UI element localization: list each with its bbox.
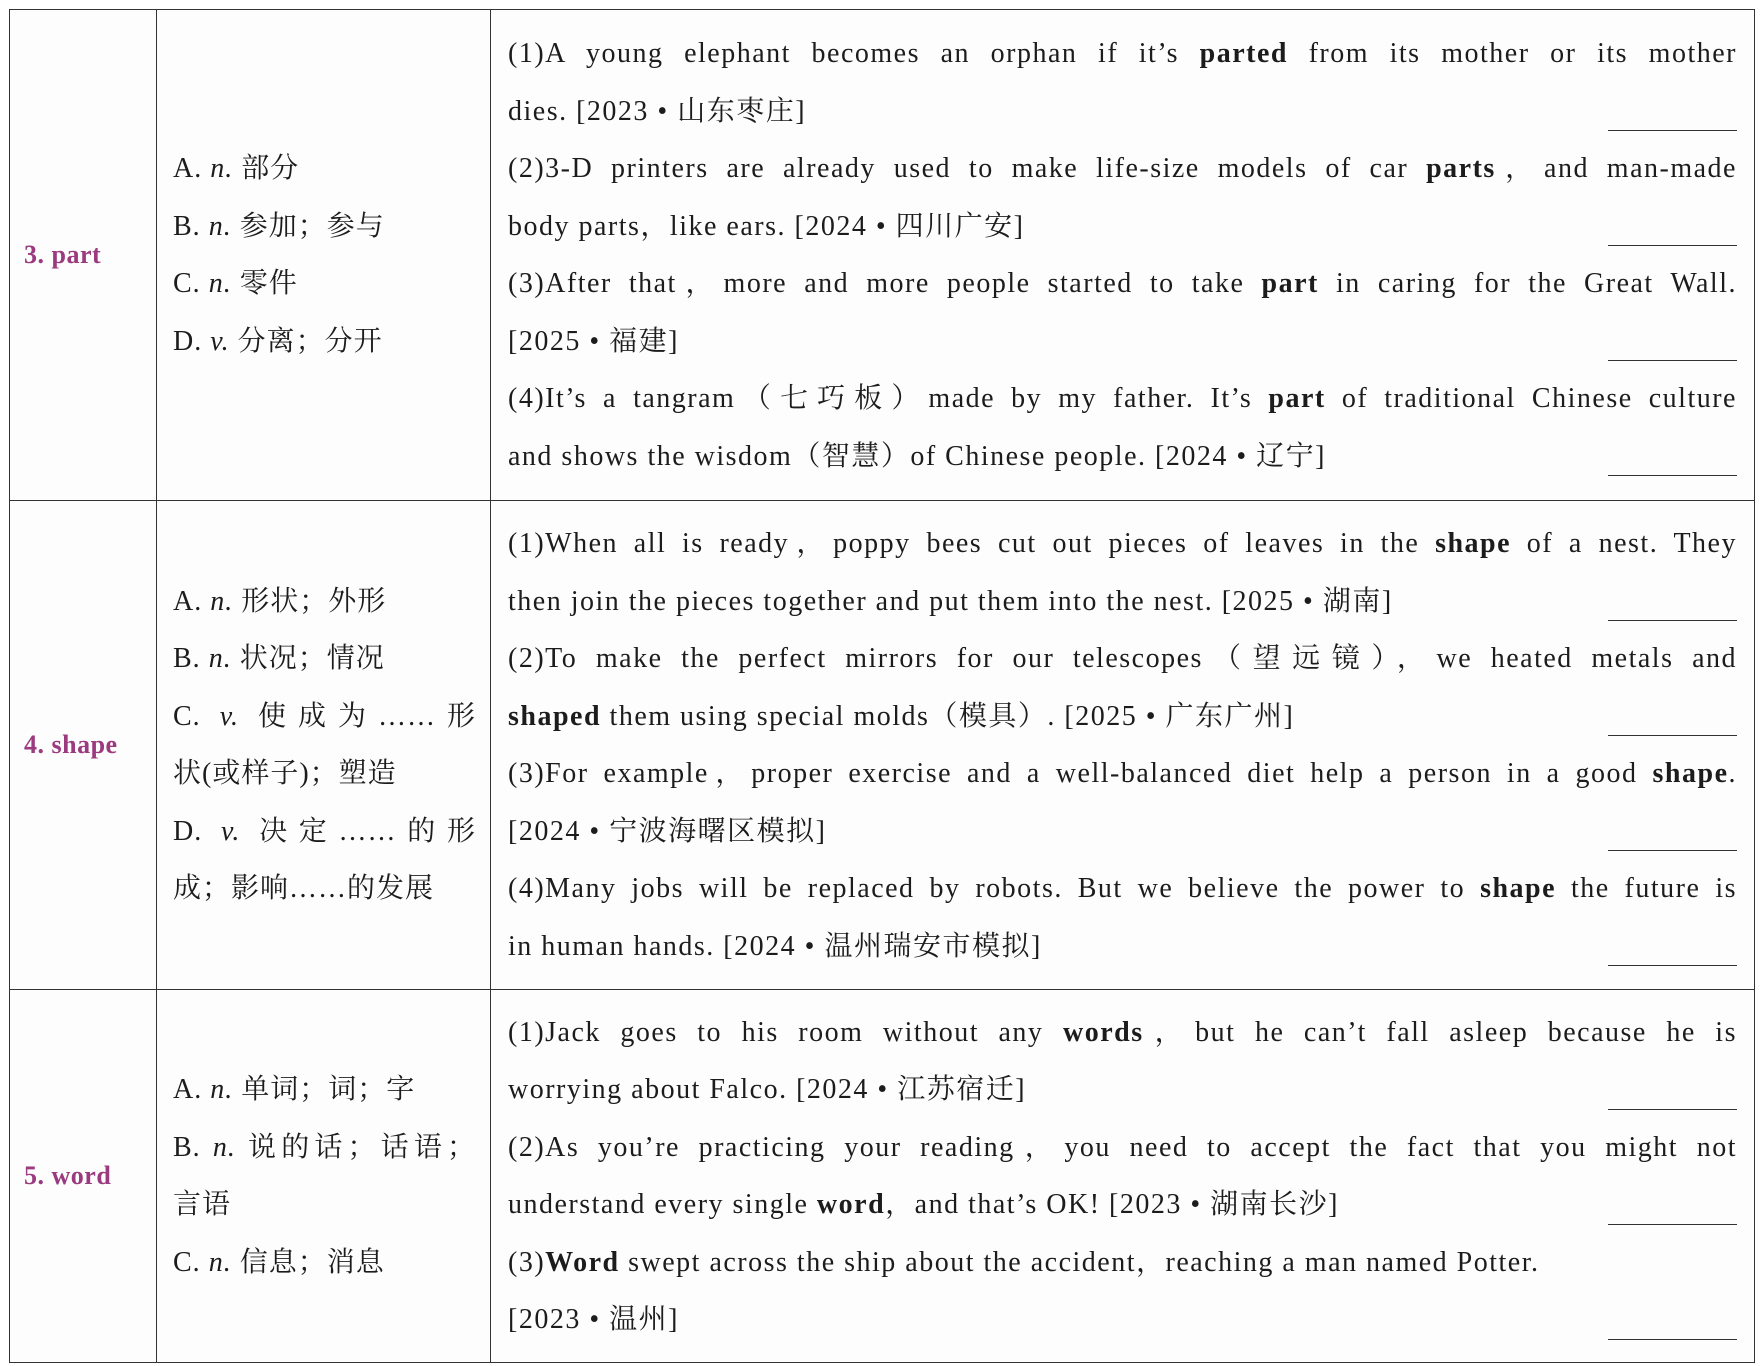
part-of-speech: n.: [208, 643, 232, 674]
example-text: body parts，like ears. [2024 • 四川广安]: [508, 210, 1025, 242]
example-line: [508, 803, 1737, 861]
keyword: shape: [1480, 873, 1557, 904]
meaning-text: 信息；消息: [239, 1246, 385, 1278]
meaning-letter: B.: [173, 1131, 201, 1163]
table-row-part: [10, 10, 1755, 501]
word-label: 4. shape: [24, 730, 118, 759]
example-line: [508, 918, 1737, 976]
example-text: then join the pieces together and put them into the nest. [2025 • 湖南]: [508, 585, 1393, 617]
meaning-line: [173, 198, 476, 256]
example-text: and shows the wisdom（智慧）of Chinese people. [2024 • 辽宁]: [508, 440, 1326, 472]
meaning-text: 状(或样子)；塑造: [173, 758, 397, 789]
example-line: [508, 140, 1737, 198]
meaning-text: 使成为……形: [258, 700, 477, 732]
example-text: (1)Jack goes to his room without any: [508, 1016, 1063, 1048]
example-line: [508, 860, 1737, 918]
answer-blank: [1608, 1109, 1737, 1110]
answer-blank: [1608, 1339, 1737, 1340]
answer-blank: [1608, 130, 1737, 131]
example-text: in human hands. [2024 • 温州瑞安市模拟]: [508, 930, 1042, 962]
example-sentence: [508, 25, 1737, 140]
example-text: of a nest. They: [1511, 528, 1737, 559]
part-of-speech: n.: [210, 153, 234, 184]
keyword: word: [816, 1189, 886, 1220]
meaning-line: [173, 1234, 476, 1292]
meaning-line: [173, 255, 476, 313]
example-line: [508, 515, 1737, 573]
part-of-speech: n.: [210, 585, 234, 617]
part-of-speech: n.: [212, 1131, 236, 1163]
example-text: [2024 • 宁波海曙区模拟]: [508, 815, 827, 847]
example-text: the future is: [1556, 873, 1737, 904]
example-text: (3): [508, 1246, 546, 1278]
meaning-line-continued: [173, 860, 476, 918]
example-text: dies. [2023 • 山东枣庄]: [508, 95, 807, 127]
example-text: in caring for the Great Wall.: [1318, 268, 1737, 299]
meaning-letter: C.: [173, 1246, 201, 1278]
examples-cell: [491, 10, 1755, 500]
table-row-shape: [10, 501, 1755, 990]
keyword: words: [1062, 1016, 1144, 1048]
part-of-speech: n.: [208, 1246, 232, 1278]
part-of-speech: v.: [220, 815, 241, 847]
meaning-text: 分离；分开: [237, 325, 383, 357]
example-line: [508, 370, 1737, 428]
part-of-speech: n.: [208, 268, 232, 299]
example-sentence: [508, 370, 1737, 485]
meaning-text: 单词；词；字: [241, 1074, 416, 1105]
example-line: [508, 83, 1737, 141]
examples-cell: [491, 990, 1755, 1362]
example-line: [508, 688, 1737, 746]
meaning-line: [173, 313, 476, 371]
table-row-word: [10, 990, 1755, 1363]
meaning-text: 言语: [173, 1189, 232, 1220]
example-text: (2)As you’re practicing your reading，you need to accept the fact that you might not: [508, 1131, 1737, 1163]
meaning-line: [173, 573, 476, 631]
meaning-line-continued: [173, 1176, 476, 1234]
example-sentence: [508, 1004, 1737, 1119]
example-sentence: [508, 745, 1737, 860]
meaning-letter: A.: [173, 1074, 203, 1105]
word-label: 5. word: [24, 1161, 112, 1190]
example-text: (3)After that，more and more people started to take: [508, 268, 1262, 299]
example-text: understand every single: [508, 1189, 817, 1220]
example-text: (2)3-D printers are already used to make life-size models of car: [508, 153, 1427, 184]
meaning-line: [173, 1119, 476, 1177]
example-line: [508, 1061, 1737, 1119]
example-line: [508, 573, 1737, 631]
part-of-speech: n.: [210, 1074, 234, 1105]
meaning-letter: B.: [173, 210, 201, 242]
meaning-text: 参加；参与: [239, 210, 385, 242]
example-text: ，and that’s OK! [2023 • 湖南长沙]: [885, 1189, 1339, 1220]
keyword: part: [1261, 268, 1319, 299]
example-text: swept across the ship about the accident，reaching a man named Potter.: [619, 1246, 1540, 1278]
example-sentence: [508, 1234, 1737, 1349]
meaning-text: 说的话；话语；: [248, 1131, 477, 1163]
example-line: [508, 255, 1737, 313]
example-text: from its mother or its mother: [1287, 38, 1737, 69]
meaning-text: 决定……的形: [259, 815, 476, 847]
example-line: [508, 630, 1737, 688]
example-text: (4)It’s a tangram（七巧板）made by my father. It’s: [508, 383, 1269, 414]
word-cell: [10, 990, 157, 1362]
part-of-speech: v.: [210, 325, 230, 357]
meaning-text: 形状；外形: [241, 585, 387, 617]
example-text: (1)A young elephant becomes an orphan if it’s: [508, 38, 1200, 69]
example-line: [508, 1176, 1737, 1234]
example-line: [508, 313, 1737, 371]
keyword: shape: [1435, 528, 1512, 559]
example-line: [508, 1004, 1737, 1062]
answer-blank: [1608, 360, 1737, 361]
meaning-line: [173, 1061, 476, 1119]
example-line: [508, 198, 1737, 256]
keyword: Word: [545, 1246, 620, 1278]
example-text: ，but he can’t fall asleep because he is: [1143, 1016, 1737, 1048]
meaning-text: 部分: [241, 153, 300, 184]
example-line: [508, 428, 1737, 486]
answer-blank: [1608, 475, 1737, 476]
example-text: ，and man-made: [1495, 153, 1737, 184]
answer-blank: [1608, 245, 1737, 246]
example-text: them using special molds（模具）. [2025 • 广东广州]: [601, 700, 1295, 732]
meaning-letter: A.: [173, 585, 203, 617]
meaning-line: [173, 140, 476, 198]
answer-blank: [1608, 850, 1737, 851]
keyword: shaped: [508, 700, 602, 732]
meanings-cell: [157, 501, 491, 989]
answer-blank: [1608, 1224, 1737, 1225]
meaning-text: 状况；情况: [239, 643, 385, 674]
example-line: [508, 1234, 1737, 1292]
example-sentence: [508, 140, 1737, 255]
examples-cell: [491, 501, 1755, 989]
meaning-letter: C.: [173, 700, 201, 732]
example-sentence: [508, 255, 1737, 370]
example-text: of traditional Chinese culture: [1325, 383, 1737, 414]
meanings-cell: [157, 990, 491, 1362]
example-text: (2)To make the perfect mirrors for our telescopes（望远镜），we heated metals and: [508, 643, 1737, 674]
example-line: [508, 745, 1737, 803]
meaning-letter: A.: [173, 153, 203, 184]
meanings-cell: [157, 10, 491, 500]
example-text: [2025 • 福建]: [508, 325, 679, 357]
answer-blank: [1608, 965, 1737, 966]
example-text: [2023 • 温州]: [508, 1304, 679, 1335]
example-sentence: [508, 860, 1737, 975]
word-label: 3. part: [24, 240, 102, 269]
meaning-line-continued: [173, 745, 476, 803]
example-sentence: [508, 1119, 1737, 1234]
meaning-letter: D.: [173, 325, 203, 357]
meaning-text: 零件: [239, 268, 298, 299]
example-line: [508, 1291, 1737, 1349]
meaning-letter: D.: [173, 815, 203, 847]
keyword: parted: [1199, 38, 1288, 69]
meaning-letter: C.: [173, 268, 201, 299]
example-line: [508, 25, 1737, 83]
example-sentence: [508, 515, 1737, 630]
keyword: parts: [1426, 153, 1496, 184]
word-cell: [10, 501, 157, 989]
example-text: worrying about Falco. [2024 • 江苏宿迁]: [508, 1074, 1027, 1105]
example-text: .: [1728, 758, 1737, 789]
example-line: [508, 1119, 1737, 1177]
example-sentence: [508, 630, 1737, 745]
part-of-speech: v.: [219, 700, 240, 732]
answer-blank: [1608, 620, 1737, 621]
meaning-line: [173, 688, 476, 746]
meaning-letter: B.: [173, 643, 201, 674]
meaning-line: [173, 803, 476, 861]
word-cell: [10, 10, 157, 500]
meaning-line: [173, 630, 476, 688]
part-of-speech: n.: [208, 210, 232, 242]
answer-blank: [1608, 735, 1737, 736]
vocabulary-table: [9, 9, 1755, 1363]
keyword: part: [1268, 383, 1326, 414]
keyword: shape: [1652, 758, 1729, 789]
example-text: (3)For example，proper exercise and a well-balanced diet help a person in a good: [508, 758, 1653, 789]
example-text: (1)When all is ready，poppy bees cut out pieces of leaves in the: [508, 528, 1436, 559]
meaning-text: 成；影响……的发展: [173, 873, 435, 904]
example-text: (4)Many jobs will be replaced by robots. But we believe the power to: [508, 873, 1481, 904]
